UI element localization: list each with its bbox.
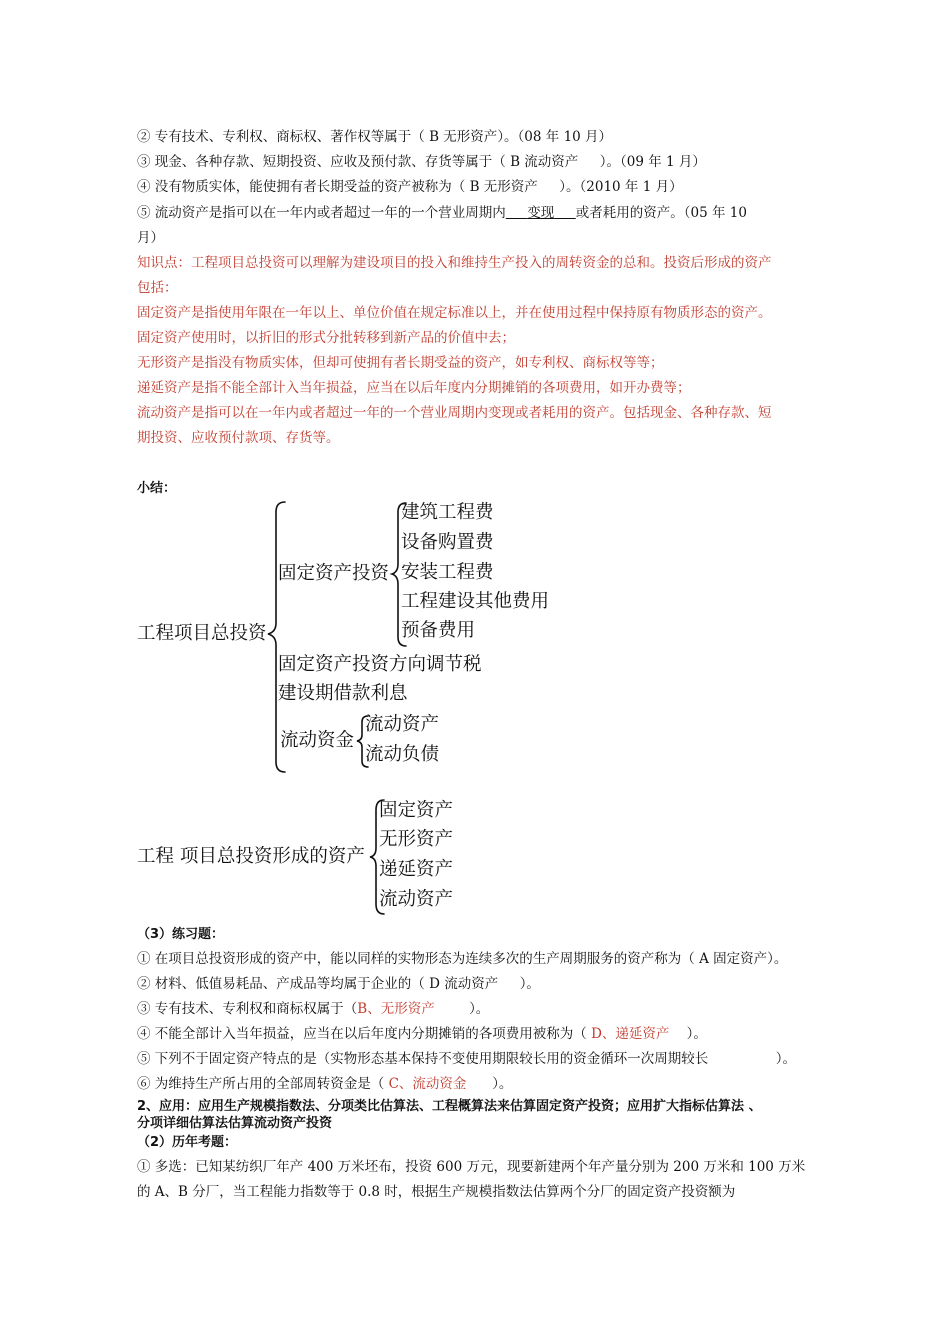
knowledge-current: 流动资产是指可以在一年内或者超过一年的一个营业周期内变现或者耗用的资产。包括现金、各种存款、短: [137, 405, 772, 421]
question-5: ⑤ 流动资产是指可以在一年内或者超过一年的一个营业周期内 变现 或者耗用的资产。（05 年 10: [137, 205, 747, 221]
working-item-1: 流动资产: [365, 714, 440, 735]
practice-q6: ⑥ 为维持生产所占用的全部周转资金是（ C、流动资金 ）。: [137, 1076, 513, 1092]
diagram-root: 工程项目总投资: [137, 623, 267, 644]
practice-q4: ④ 不能全部计入当年损益，应当在以后年度内分期摊销的各项费用被称为（ D、递延资产 ）。: [137, 1026, 707, 1042]
working-item-2: 流动负债: [365, 744, 440, 765]
practice-q2: ② 材料、低值易耗品、产成品等均属于企业的（ D 流动资产 ）。: [137, 976, 540, 992]
section2-q1: ① 多选：已知某纺织厂年产 400 万米坯布，投资 600 万元，现要新建两个年产量分别为 200 万米和 100 万米: [137, 1159, 806, 1175]
section2-heading: 2、应用：应用生产规模指数法、分项类比估算法、工程概算法来估算固定资产投资；应用扩大指标估算法 、: [137, 1099, 762, 1114]
asset-item-4: 流动资产: [379, 889, 454, 910]
question-4: ④ 没有物质实体，能使拥有者长期受益的资产被称为（ B 无形资产 ）。（2010 年 1 月）: [137, 179, 683, 195]
asset-item-3: 递延资产: [379, 859, 454, 880]
section2-heading-cont: 分项详细估算法估算流动资产投资: [137, 1116, 333, 1131]
question-2: ② 专有技术、专利权、商标权、著作权等属于（ B 无形资产）。（08 年 10 月）: [137, 129, 613, 145]
asset-item-1: 固定资产: [379, 800, 454, 821]
section2-sub: （2）历年考题：: [137, 1135, 238, 1150]
asset-item-2: 无形资产: [379, 829, 454, 850]
question-3: ③ 现金、各种存款、短期投资、应收及预付款、存货等属于（ B 流动资产 ）。（09 年 1 月）: [137, 154, 706, 170]
practice-heading: （3）练习题：: [137, 927, 225, 942]
fixed-item-4: 工程建设其他费用: [401, 591, 550, 612]
fixed-item-5: 预备费用: [401, 620, 476, 641]
construction-interest: 建设期借款利息: [278, 683, 408, 704]
knowledge-current-cont: 期投资、应收预付款项、存货等。: [137, 430, 340, 446]
assets-root: 工程 项目总投资形成的资产: [137, 846, 365, 867]
practice-q3: ③ 专有技术、专利权和商标权属于（B、无形资产 ）。: [137, 1001, 490, 1017]
knowledge-fixed: 固定资产是指使用年限在一年以上、单位价值在规定标准以上，并在使用过程中保持原有物质形态的资产。: [137, 305, 772, 321]
working-capital: 流动资金: [280, 730, 355, 751]
summary-label: 小结：: [137, 481, 177, 496]
knowledge-deferred: 递延资产是指不能全部计入当年损益，应当在以后年度内分期摊销的各项费用，如开办费等；: [137, 380, 691, 396]
knowledge-intro-cont: 包括：: [137, 280, 178, 296]
answer-underline: 变现: [527, 205, 555, 221]
fixed-item-1: 建筑工程费: [401, 502, 494, 523]
knowledge-fixed-cont: 固定资产使用时，以折旧的形式分批转移到新产品的价值中去；: [137, 330, 515, 346]
investment-tax: 固定资产投资方向调节税: [278, 654, 482, 675]
practice-q5: ⑤ 下列不于固定资产特点的是（实物形态基本保持不变使用期限较长用的资金循环一次周期较长 ）。: [137, 1051, 797, 1067]
knowledge-intangible: 无形资产是指没有物质实体，但却可使拥有者长期受益的资产，如专利权、商标权等等；: [137, 355, 664, 371]
knowledge-intro: 知识点：工程项目总投资可以理解为建设项目的投入和维持生产投入的周转资金的总和。投资后形成的资产: [137, 255, 772, 271]
fixed-asset-investment: 固定资产投资: [278, 563, 390, 584]
fixed-item-3: 安装工程费: [401, 562, 494, 583]
question-5-cont: 月）: [137, 230, 164, 246]
section2-q1-cont: 的 A、B 分厂，当工程能力指数等于 0.8 时，根据生产规模指数法估算两个分厂的固定资产投资额为: [137, 1184, 736, 1200]
fixed-item-2: 设备购置费: [401, 532, 494, 553]
practice-q1: ① 在项目总投资形成的资产中，能以同样的实物形态为连续多次的生产周期服务的资产称为（ A 固定资产）。: [137, 951, 788, 967]
